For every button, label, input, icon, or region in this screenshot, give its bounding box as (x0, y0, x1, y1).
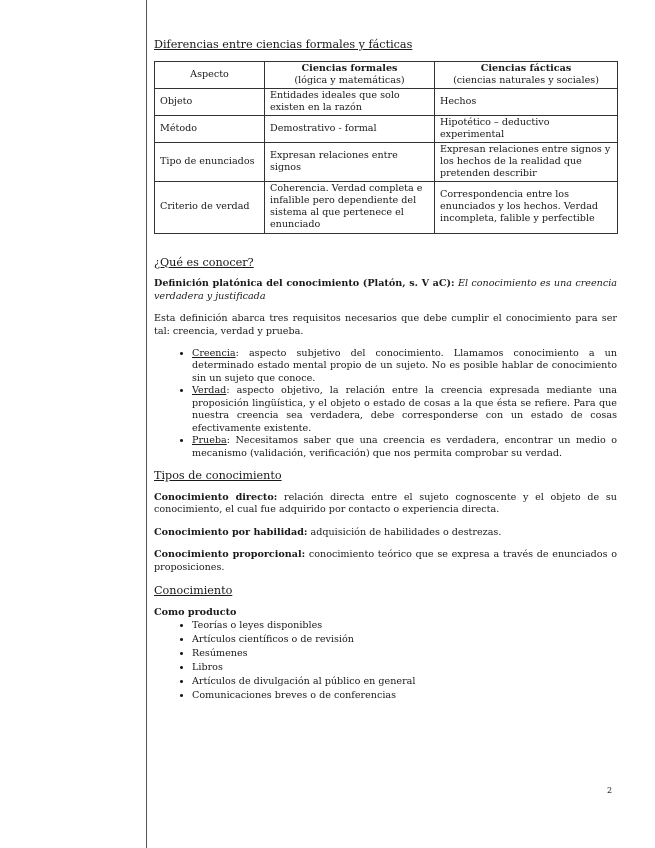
comparison-table (154, 61, 618, 234)
section-title-what-is-knowing: ¿Qué es conocer? (154, 255, 254, 269)
term-description: : aspecto objetivo, la relación entre la creencia expresada mediante una proposición lingüística, y el objeto o estado de cosas a la que ésta se refiere. Para que nuestra creencia sea verdadera, debe corresponderse con un estado de cosas efectivamente existente. (192, 385, 617, 434)
table-row (155, 181, 618, 233)
definition-label: Definición platónica del conocimiento (Platón, s. V aC): (154, 278, 455, 290)
table-row (155, 142, 618, 181)
list-item (192, 435, 617, 460)
cell-aspect: Objeto (155, 88, 265, 115)
page-number: 2 (607, 786, 613, 795)
section-title-knowledge: Conocimiento (154, 584, 233, 598)
cell-aspect: Criterio de verdad (155, 181, 265, 233)
list-item: • Comunicaciones breves o de conferencias (192, 690, 617, 702)
type-label: Conocimiento por habilidad: (154, 526, 308, 538)
type-text: adquisición de habilidades o destrezas. (307, 526, 502, 538)
cell-aspect: Método (155, 115, 265, 142)
cell-formal: Expresan relaciones entre signos (265, 142, 435, 181)
list-item: • Artículos científicos o de revisión (192, 634, 617, 646)
document-page (154, 38, 617, 705)
knowledge-type-skill (154, 527, 617, 539)
header-aspect: Aspecto (155, 61, 265, 88)
section-title-types: Tipos de conocimiento (154, 469, 282, 483)
table-row (155, 115, 618, 142)
header-factual-sub: (ciencias naturales y sociales) (453, 74, 599, 86)
definition-intro: Esta definición abarca tres requisitos necesarios que debe cumplir el conocimiento para ser tal: creencia, verdad y prueba. (154, 313, 617, 337)
term-prueba: Prueba (192, 435, 227, 447)
cell-formal: Entidades ideales que solo existen en la razón (265, 88, 435, 115)
type-text: conocimiento teórico que se expresa a través de enunciados o proposiciones. (154, 549, 617, 573)
knowledge-type-direct (154, 492, 617, 517)
requirements-list (154, 348, 617, 460)
knowledge-type-propositional (154, 549, 617, 574)
list-item (192, 348, 617, 385)
header-formal-sub: (lógica y matemáticas) (294, 74, 405, 86)
term-description: : aspecto subjetivo del conocimiento. Llamamos conocimiento a un determinado estado mental propio de un sujeto. No es posible hablar de conocimiento sin un sujeto que conoce. (192, 347, 617, 384)
cell-formal: Demostrativo - formal (265, 115, 435, 142)
list-item: • Resúmenes (192, 648, 617, 660)
table-row (155, 88, 618, 115)
cell-aspect: Tipo de enunciados (155, 142, 265, 181)
term-verdad: Verdad (192, 385, 227, 397)
header-factual (435, 61, 618, 88)
header-formal-title: Ciencias formales (301, 62, 398, 74)
cell-factual: Correspondencia entre los enunciados y los hechos. Verdad incompleta, falible y perfectible (435, 181, 618, 233)
header-formal (265, 61, 435, 88)
cell-formal: Coherencia. Verdad completa e infalible pero dependiente del sistema al que pertenece el enunciado (265, 181, 435, 233)
cell-factual: Hechos (435, 88, 618, 115)
subsection-title-product: Como producto (154, 606, 237, 618)
type-text: relación directa entre el sujeto cognoscente y el objeto de su conocimiento, el cual fue adquirido por contacto o experiencia directa. (154, 491, 617, 516)
product-list (154, 620, 617, 703)
section-title-differences: Diferencias entre ciencias formales y fácticas (154, 38, 413, 51)
platonic-definition (154, 278, 617, 303)
left-margin-line (146, 0, 147, 848)
term-creencia: Creencia (192, 347, 236, 359)
type-label: Conocimiento proporcional: (154, 549, 306, 561)
list-item (192, 385, 617, 435)
list-item: • Teorías o leyes disponibles (192, 620, 617, 632)
list-item: • Artículos de divulgación al público en general (192, 676, 617, 688)
type-label: Conocimiento directo: (154, 491, 278, 503)
term-description: : Necesitamos saber que una creencia es verdadera, encontrar un medio o mecanismo (validación, verificación) que nos permita comprobar su verdad. (192, 435, 617, 459)
header-factual-title: Ciencias fácticas (480, 62, 572, 74)
cell-factual: Hipotético – deductivo experimental (435, 115, 618, 142)
definition-text: El conocimiento es una creencia verdadera y justificada (154, 278, 617, 302)
cell-factual: Expresan relaciones entre signos y los hechos de la realidad que pretenden describir (435, 142, 618, 181)
table-header-row (155, 61, 618, 88)
list-item: • Libros (192, 662, 617, 674)
